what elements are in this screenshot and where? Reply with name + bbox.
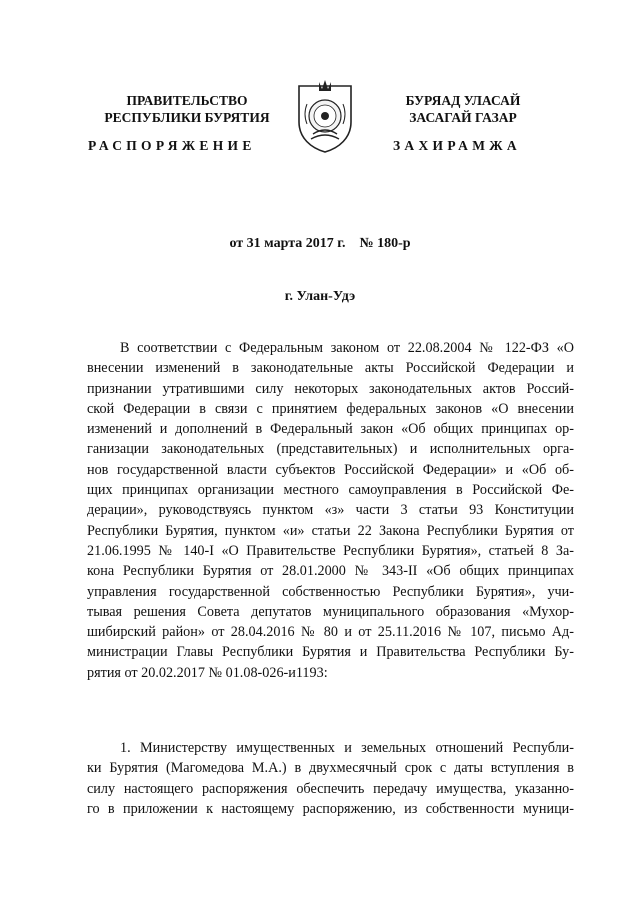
government-name-buryat <box>378 92 548 126</box>
text-line: изменений и дополнений в Федеральный закон «Об общих принципах ор- <box>87 421 574 438</box>
text-line: тывая решения Совета депутатов муниципального образования «Мухор- <box>87 603 574 620</box>
text-line: силу настоящего распоряжения обеспечить передачу имущества, указанно- <box>87 780 574 797</box>
text-line: признании утратившими силу некоторых законодательных актов Россий- <box>87 380 574 397</box>
text-line: ской Федерации в связи с принятием федеральных законов «О внесении <box>87 400 574 417</box>
text-line: ки Бурятия (Магомедова М.А.) в двухмесячный срок с даты вступления в <box>87 760 574 777</box>
text-line: дерации», руководствуясь пунктом «з» части 3 статьи 93 Конституции <box>87 502 574 519</box>
text-line: министрации Главы Республики Бурятия и Правительства Республики Бу- <box>87 644 574 661</box>
text-line: внесении изменений в законодательные акты Российской Федерации и <box>87 360 574 377</box>
text-line: го в приложении к настоящему распоряжению, из собственности муници- <box>87 800 574 817</box>
text-line: 1. Министерству имущественных и земельных отношений Республи- <box>120 740 574 756</box>
government-name-line: ПРАВИТЕЛЬСТВО <box>126 93 248 108</box>
text-line: ганизации законодательных (представительных) и исполнительных орга- <box>87 441 574 458</box>
government-name-line: ЗАСАГАЙ ГАЗАР <box>409 110 517 125</box>
text-line: шибирский район» от 28.04.2016 № 80 и от 25.11.2016 № 107, письмо Ад- <box>87 624 574 641</box>
item-1-paragraph <box>87 738 574 819</box>
government-name-russian <box>92 92 282 126</box>
text-line: рятия от 20.02.2017 № 01.08-026-и1193: <box>87 664 328 681</box>
text-line: 21.06.1995 № 140-I «О Правительстве Республики Бурятия», статьей 8 За- <box>87 542 574 559</box>
text-line: кона Республики Бурятия от 28.01.2000 № 343-II «Об общих принципах <box>87 563 574 580</box>
government-name-line: РЕСПУБЛИКИ БУРЯТИЯ <box>104 110 270 125</box>
preamble-paragraph <box>87 338 574 683</box>
text-line: щих принципах организации местного самоуправления в Российской Фе- <box>87 482 574 499</box>
text-line: управления государственной собственностью Республики Бурятия», учи- <box>87 583 574 600</box>
document-type-buryat: ЗАХИРАМЖА <box>393 138 521 153</box>
city-name: г. Улан-Удэ <box>284 289 356 304</box>
text-line: Республики Бурятия, пунктом «и» статьи 22 Закона Республики Бурятия от <box>87 522 574 539</box>
coat-of-arms-icon <box>295 78 355 154</box>
text-line: нов государственной власти субъектов Российской Федерации» и «Об об- <box>87 461 574 478</box>
text-line: В соответствии с Федеральным законом от 22.08.2004 № 122-ФЗ «О <box>120 340 574 356</box>
order-date-number: от 31 марта 2017 г. № 180-р <box>229 236 411 251</box>
document-type-russian: РАСПОРЯЖЕНИЕ <box>88 138 256 153</box>
government-name-line: БУРЯАД УЛАСАЙ <box>405 93 521 108</box>
